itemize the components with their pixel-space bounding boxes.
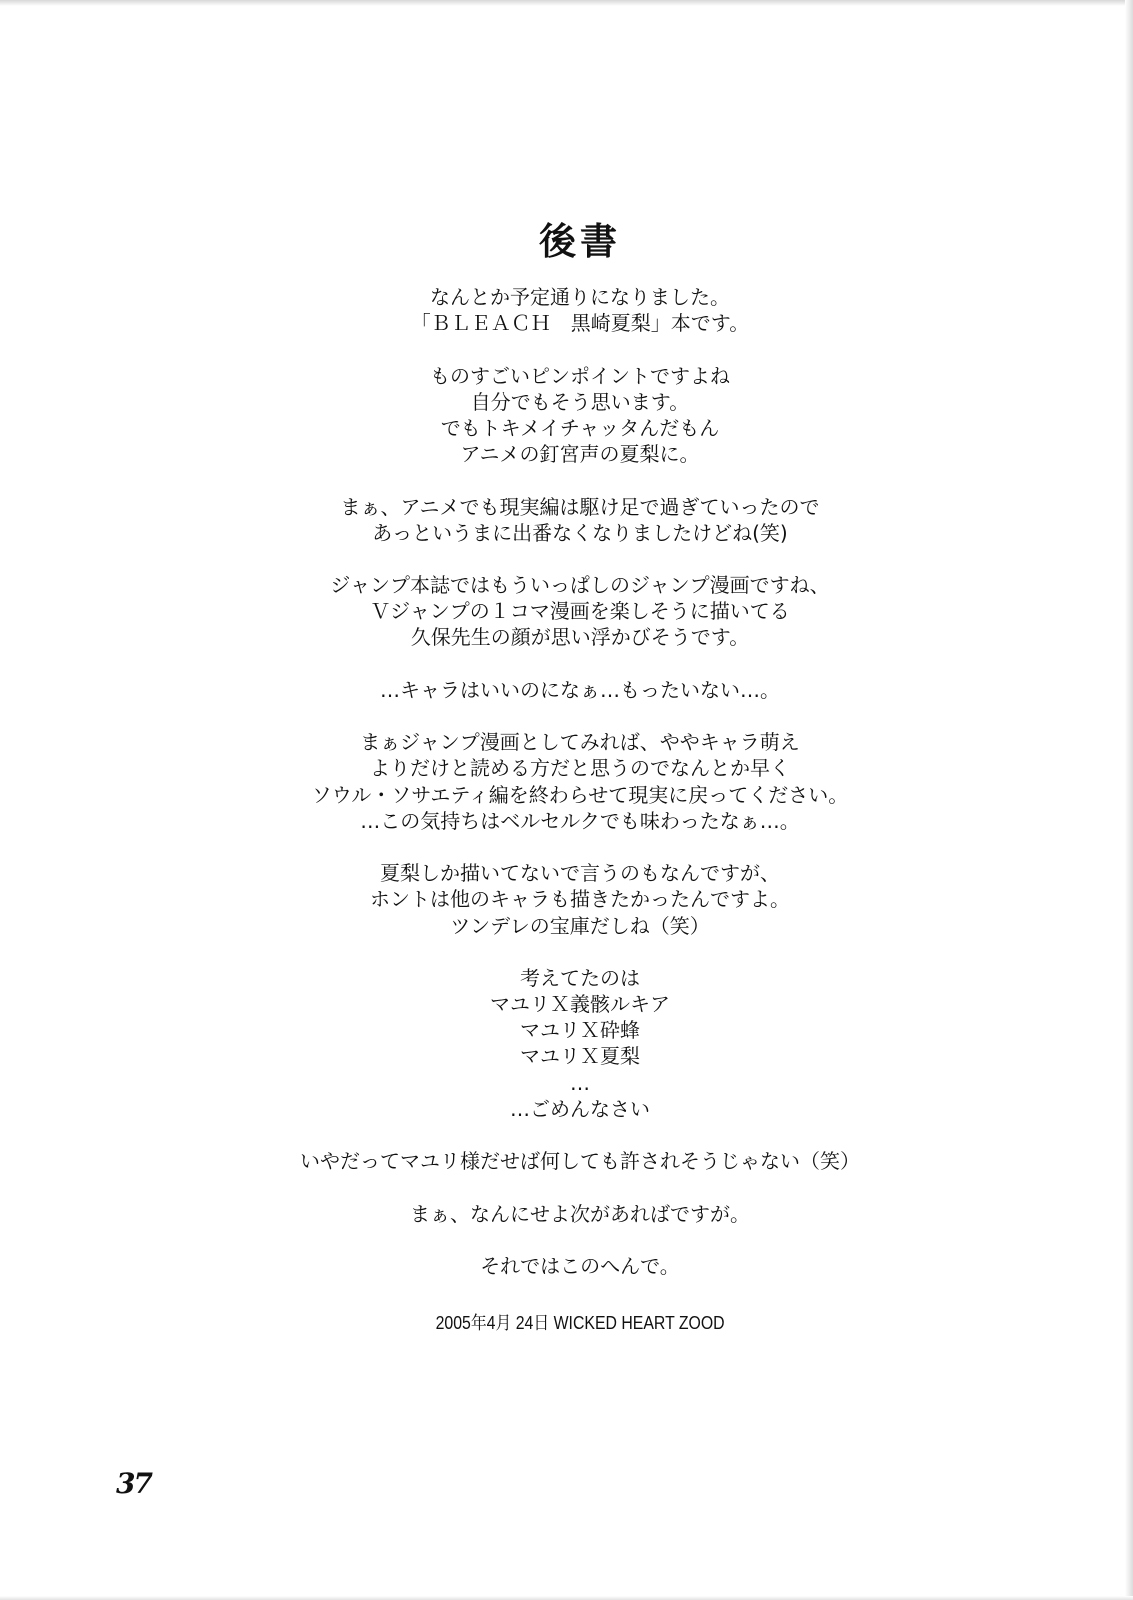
text-line: …この気持ちはベルセルクでも味わったなぁ…。 xyxy=(360,808,800,833)
text-line: 「ＢＬＥＡＣＨ 黒崎夏梨」本です。 xyxy=(410,311,750,336)
text-line: ソウル・ソサエティ編を終わらせて現実に戻ってください。 xyxy=(311,782,849,807)
scan-edge-top xyxy=(0,0,1133,6)
text-line: いやだってマユリ様だせば何しても許されそうじゃない（笑） xyxy=(300,1149,860,1174)
text-line: まぁジャンプ漫画としてみれば、ややキャラ萌え xyxy=(360,730,800,755)
text-line: 夏梨しか描いてないで言うのもなんですが、 xyxy=(380,861,780,886)
text-line: よりだけと読める方だと思うのでなんとか早く xyxy=(370,756,790,781)
text-line: まぁ、アニメでも現実編は駆け足で過ぎていったので xyxy=(340,494,820,519)
text-line: …ごめんなさい xyxy=(510,1096,650,1121)
text-line: … xyxy=(570,1070,590,1095)
text-line: アニメの釘宮声の夏梨に。 xyxy=(460,442,700,467)
paragraph-gap xyxy=(0,1122,1133,1148)
paragraph-gap xyxy=(0,1174,1133,1200)
text-line: マユリＸ夏梨 xyxy=(520,1044,640,1069)
paragraph-gap xyxy=(0,467,1133,493)
text-line: Ｖジャンプの１コマ漫画を楽しそうに描いてる xyxy=(370,599,790,624)
text-line: それではこのへんで。 xyxy=(480,1253,680,1278)
paragraph-gap xyxy=(0,703,1133,729)
page-number: 37 xyxy=(116,1467,151,1500)
text-line: …キャラはいいのになぁ…もったいない…。 xyxy=(380,677,780,702)
text-line: でもトキメイチャッタんだもん xyxy=(440,415,720,440)
text-line: ジャンプ本誌ではもういっぱしのジャンプ漫画ですね、 xyxy=(330,573,830,598)
text-line: マユリＸ義骸ルキア xyxy=(490,992,670,1017)
text-line: なんとか予定通りになりました。 xyxy=(430,285,730,309)
text-line: 考えてたのは xyxy=(520,965,640,990)
text-line: 自分でもそう思います。 xyxy=(470,389,690,414)
page-title: 後書 xyxy=(539,220,621,263)
paragraph-gap xyxy=(0,1227,1133,1253)
signature-date: 2005年4月 24日 WICKED HEART ZOOD xyxy=(435,1313,725,1333)
text-line: ものすごいピンポイントですよね xyxy=(430,363,730,388)
paragraph-gap xyxy=(0,336,1133,362)
scan-edge-bottom xyxy=(0,1596,1133,1600)
text-line: マユリＸ砕蜂 xyxy=(520,1018,640,1043)
paragraph-gap xyxy=(0,939,1133,965)
text-line: 久保先生の顔が思い浮かびそうです。 xyxy=(410,625,750,650)
afterword-body xyxy=(0,284,1133,1279)
text-line: ツンデレの宝庫だしね（笑） xyxy=(450,913,710,938)
paragraph-gap xyxy=(0,651,1133,677)
text-line: まぁ、なんにせよ次があればですが。 xyxy=(410,1201,750,1226)
paragraph-gap xyxy=(0,834,1133,860)
text-line: ホントは他のキャラも描きたかったんですよ。 xyxy=(370,887,790,912)
text-line: あっというまに出番なくなりましたけどね(笑) xyxy=(372,520,788,545)
paragraph-gap xyxy=(0,546,1133,572)
